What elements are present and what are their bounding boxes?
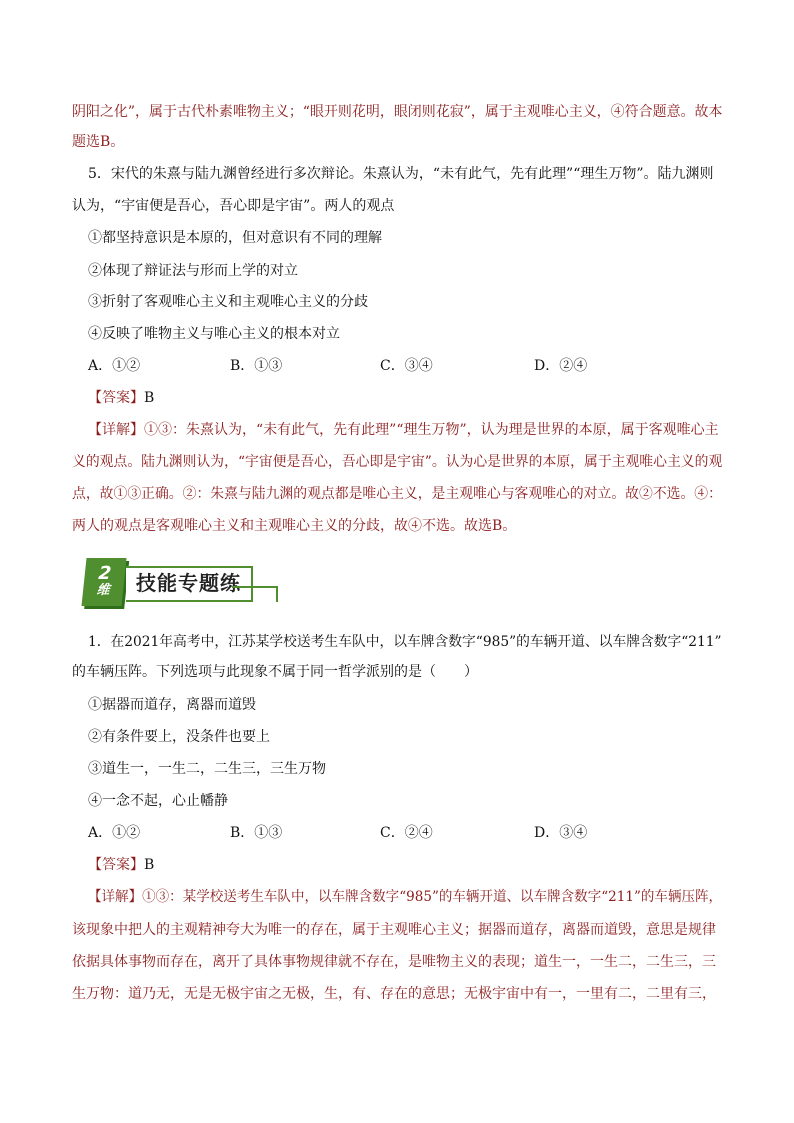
q5-detail-line-2: 义的观点。陆九渊则认为，“宇宙便是吾心，吾心即是宇宙”。认为心是世界的本原，属于主观唯心主义的观 <box>72 454 723 470</box>
q5-item-3: ③折射了客观唯心主义和主观唯心主义的分歧 <box>88 294 368 310</box>
q5-stem-line-2: 认为，“宇宙便是吾心，吾心即是宇宙”。两人的观点 <box>72 198 395 214</box>
q1-detail-line-3: 依据具体事物而存在，离开了具体事物规律就不存在，是唯物主义的表现；道生一，一生二，二生三，三 <box>72 954 716 970</box>
q1-option-a: A．①② <box>88 825 141 841</box>
section-title-decoration <box>232 586 278 602</box>
section-title: 技能专题练 <box>126 566 253 602</box>
q1-item-4: ④一念不起，心止幡静 <box>88 793 228 809</box>
q5-item-1: ①都坚持意识是本原的，但对意识有不同的理解 <box>88 230 382 246</box>
q5-stem-line-1: 5．宋代的朱熹与陆九渊曾经进行多次辩论。朱熹认为，“未有此气，先有此理”“理生万物”。陆九渊则 <box>88 166 714 182</box>
q5-detail-line-4: 两人的观点是客观唯心主义和主观唯心主义的分歧，故④不选。故选B。 <box>72 518 517 534</box>
q5-answer-value: B <box>144 390 155 406</box>
q5-option-c: C．③④ <box>380 358 433 374</box>
q5-item-4: ④反映了唯物主义与唯心主义的根本对立 <box>88 326 340 342</box>
q5-answer <box>88 388 154 408</box>
q5-detail-line-1: 【详解】①③：朱熹认为，“未有此气，先有此理”“理生万物”，认为理是世界的本原，属于客观唯心主 <box>88 422 719 438</box>
q5-option-d: D．②④ <box>534 358 588 374</box>
section-badge-number: 2 <box>97 563 113 584</box>
q5-answer-label: 【答案】 <box>88 390 144 406</box>
q5-option-a: A．①② <box>88 358 141 374</box>
q1-detail-line-2: 该现象中把人的主观精神夸大为唯一的存在，属于主观唯心主义；据器而道存，离器而道毁，意思是规律 <box>72 922 716 938</box>
q1-answer-value: B <box>144 857 155 873</box>
q1-item-1: ①据器而道存，离器而道毁 <box>88 697 256 713</box>
q1-stem-line-1: 1．在2021年高考中，江苏某学校送考生车队中，以车牌含数字“985”的车辆开道、以车牌含数字“211” <box>88 634 722 650</box>
section-badge <box>81 558 126 606</box>
q1-answer-label: 【答案】 <box>88 857 144 873</box>
q5-item-2: ②体现了辩证法与形而上学的对立 <box>88 263 298 279</box>
q1-item-2: ②有条件要上，没条件也要上 <box>88 729 270 745</box>
q1-option-b: B．①③ <box>230 825 283 841</box>
continuation-line-1: 阴阳之化”，属于古代朴素唯物主义；“眼开则花明，眼闭则花寂”，属于主观唯心主义，④符合题意。故本 <box>72 104 723 120</box>
q5-detail-line-3: 点，故①③正确。②：朱熹与陆九渊的观点都是唯心主义，是主观唯心与客观唯心的对立。故②不选。④： <box>72 486 722 502</box>
q1-option-c: C．②④ <box>380 825 433 841</box>
q1-detail-line-4: 生万物：道乃无，无是无极宇宙之无极，生，有、存在的意思；无极宇宙中有一，一里有二，二里有三， <box>72 986 716 1002</box>
continuation-line-2: 题选B。 <box>72 134 125 150</box>
section-badge-char: 维 <box>95 583 111 598</box>
q1-item-3: ③道生一，一生二，二生三，三生万物 <box>88 761 326 777</box>
q1-stem-line-2: 的车辆压阵。下列选项与此现象不属于同一哲学派别的是（ ） <box>72 664 478 680</box>
q1-option-d: D．③④ <box>534 825 588 841</box>
q1-answer <box>88 855 154 875</box>
q5-option-b: B．①③ <box>230 358 283 374</box>
q1-detail-line-1: 【详解】①③：某学校送考生车队中，以车牌含数字“985”的车辆开道、以车牌含数字“211”的车辆压阵， <box>88 889 723 905</box>
